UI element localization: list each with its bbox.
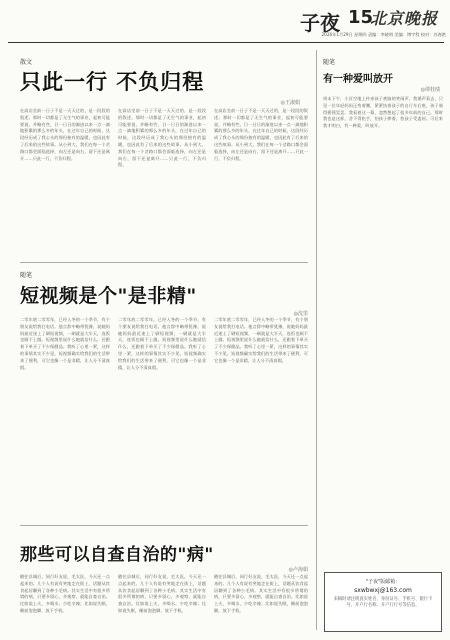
mailbox-email[interactable]: sxwbwxj@163.com [354, 587, 412, 594]
section-name: 子夜 [300, 11, 340, 35]
article4-title: 有一种爱叫放开 [323, 74, 393, 85]
column-divider [316, 50, 317, 630]
article1-byline: ◎王淑娟 [280, 100, 300, 106]
article2-body-col3: 二零年底二零零年，已经入冬的一个季节，有个朋友说给我打电话。他言辞中略带犹豫，说她妈妈最近迷上了刷短视频，一刷就是大半天，连饭也顾不上做。短视频里说什么她就信什么，还跟着下单买了不少保健品。我听了心里一紧，这样的事情其实不少见。短视频确实给我们的生活带来了便利，可它也像一个是非精，让人分不清真假。 [214, 317, 308, 363]
article2-byline: ◎沈里 [293, 311, 308, 317]
mailbox-promo [324, 572, 442, 632]
article1-body-col2: 在高店坐前一日子不是一天天过的，是一段段的叙述。那时一切都是了无生气的事业，起初可能要说，并略有些，日一日日的渐进以来一点一滴地积累的那么多的年头，在过年自己的时候，这段经历成了我心头的那份独有的温暖，也因此有了后来的这些故事。从小到大，我们在每一个岔路口都会面临选择，向左还是向右，留下还是离开……只此一行，不负归程。 [118, 108, 206, 168]
article4-byline: ◎谭桂绩 [420, 87, 440, 93]
article2-label: 随笔 [20, 272, 33, 279]
article1-title: 只此一行 不负归程 [20, 70, 205, 94]
mailbox-note: 来稿时请注明真实姓名、身份证号、手机号、银行卡号、开户行名称、开户行行号等信息。 [333, 597, 433, 609]
article2-body-col2: 二零年底二零零年，已经入冬的一个季节，有个朋友说给我打电话。他言辞中略带犹豫，说她妈妈最近迷上了刷短视频，一刷就是大半天，连饭也顾不上做。短视频里说什么她就信什么，还跟着下单买了不少保健品。我听了心里一紧，这样的事情其实不少见。短视频确实给我们的生活带来了便利，可它也像一个是非精，让人分不清真假。 [118, 317, 206, 370]
article3-body-col2: 随往县城后，同行好友说，毛太医，今天还一点起来的。几个人有说有笑地走在街上，话题从饮食起居聊到了各种小毛病。其实生活中有很多所谓的病，只要多留心，多观察，就能自查自治。比如说上火，多喝水，少吃辛辣；比如说失眠，睡前泡泡脚，放下手机。 [118, 574, 206, 613]
left-column-label: 散文 [20, 59, 33, 66]
article3-body-col3: 随往县城后，同行好友说，毛太医，今天还一点起来的。几个人有说有笑地走在街上，话题从饮食起居聊到了各种小毛病。其实生活中有很多所谓的病，只要多留心，多观察，就能自查自治。比如说上火，多喝水，少吃辛辣；比如说失眠，睡前泡泡脚，放下手机。 [214, 574, 308, 613]
page-header [0, 0, 450, 44]
brand-name: 北京晚报 [370, 9, 439, 28]
article3-body-col1: 随往县城后，同行好友说，毛太医，今天还一点起来的。几个人有说有笑地走在街上，话题从饮食起居聊到了各种小毛病。其实生活中有很多所谓的病，只要多留心，多观察，就能自查自治。比如说上火，多喝水，少吃辛辣；比如说失眠，睡前泡泡脚，放下手机。 [20, 574, 110, 613]
page-number: 15 [348, 7, 374, 28]
article3-byline: ◎卢海娟 [288, 567, 308, 573]
header-rule [8, 42, 444, 43]
article2-title: 短视频是个"是非精" [20, 285, 197, 307]
section-divider-1 [20, 262, 308, 263]
article1-body-col3: 在高店坐前一日子不是一天天过的，是一段段的叙述。那时一切都是了无生气的事业，起初可能要说，并略有些，日一日日的渐进以来一点一滴地积累的那么多的年头，在过年自己的时候，这段经历成了我心头的那份独有的温暖，也因此有了后来的这些故事。从小到大，我们在每一个岔路口都会面临选择，向左还是向右，留下还是离开……只此一行，不负归程。 [214, 108, 308, 161]
article3-title: 那些可以自查自治的"病" [20, 545, 214, 565]
right-column-label: 随笔 [323, 59, 336, 66]
article1-body-col1: 在高店坐前一日子不是一天天过的，是一段段的叙述。那时一切都是了无生气的事业，起初可能要说，并略有些，日一日日的渐进以来一点一滴地积累的那么多的年头，在过年自己的时候，这段经历成了我心头的那份独有的温暖，也因此有了后来的这些故事。从小到大，我们在每一个岔路口都会面临选择，向左还是向右，留下还是离开……只此一行，不负归程。 [20, 108, 110, 161]
article2-body-col1: 二零年底二零零年，已经入冬的一个季节，有个朋友说给我打电话。他言辞中略带犹豫，说她妈妈最近迷上了刷短视频，一刷就是大半天，连饭也顾不上做。短视频里说什么她就信什么，还跟着下单买了不少保健品。我听了心里一紧，这样的事情其实不少见。短视频确实给我们的生活带来了便利，可它也像一个是非精，让人分不清真假。 [20, 317, 110, 370]
section-divider-2 [20, 525, 308, 526]
header-info-line: 2026年1月29日 星期四 责编：李晓明 美编：博宇程 校对：苏春艳 [321, 32, 446, 37]
article4-body: 周末下午，小区空地上传来孩子欢脑的笑闹声。我循声看去，只见一位年轻妈妈正弯着腰，紧紧扶着孩子的自行车后座，孩子骑得摇摇晃晃。我看着这一幕，忽然想起了很多年前的自己。那时我也是这样，舍不得松手，怕孩子摔着，怕孩子受委屈。可后来我才明白，有一种爱，叫放开。 [323, 96, 443, 129]
mailbox-title: "子夜"版邮箱： [365, 579, 401, 585]
brand-logo [370, 6, 444, 28]
